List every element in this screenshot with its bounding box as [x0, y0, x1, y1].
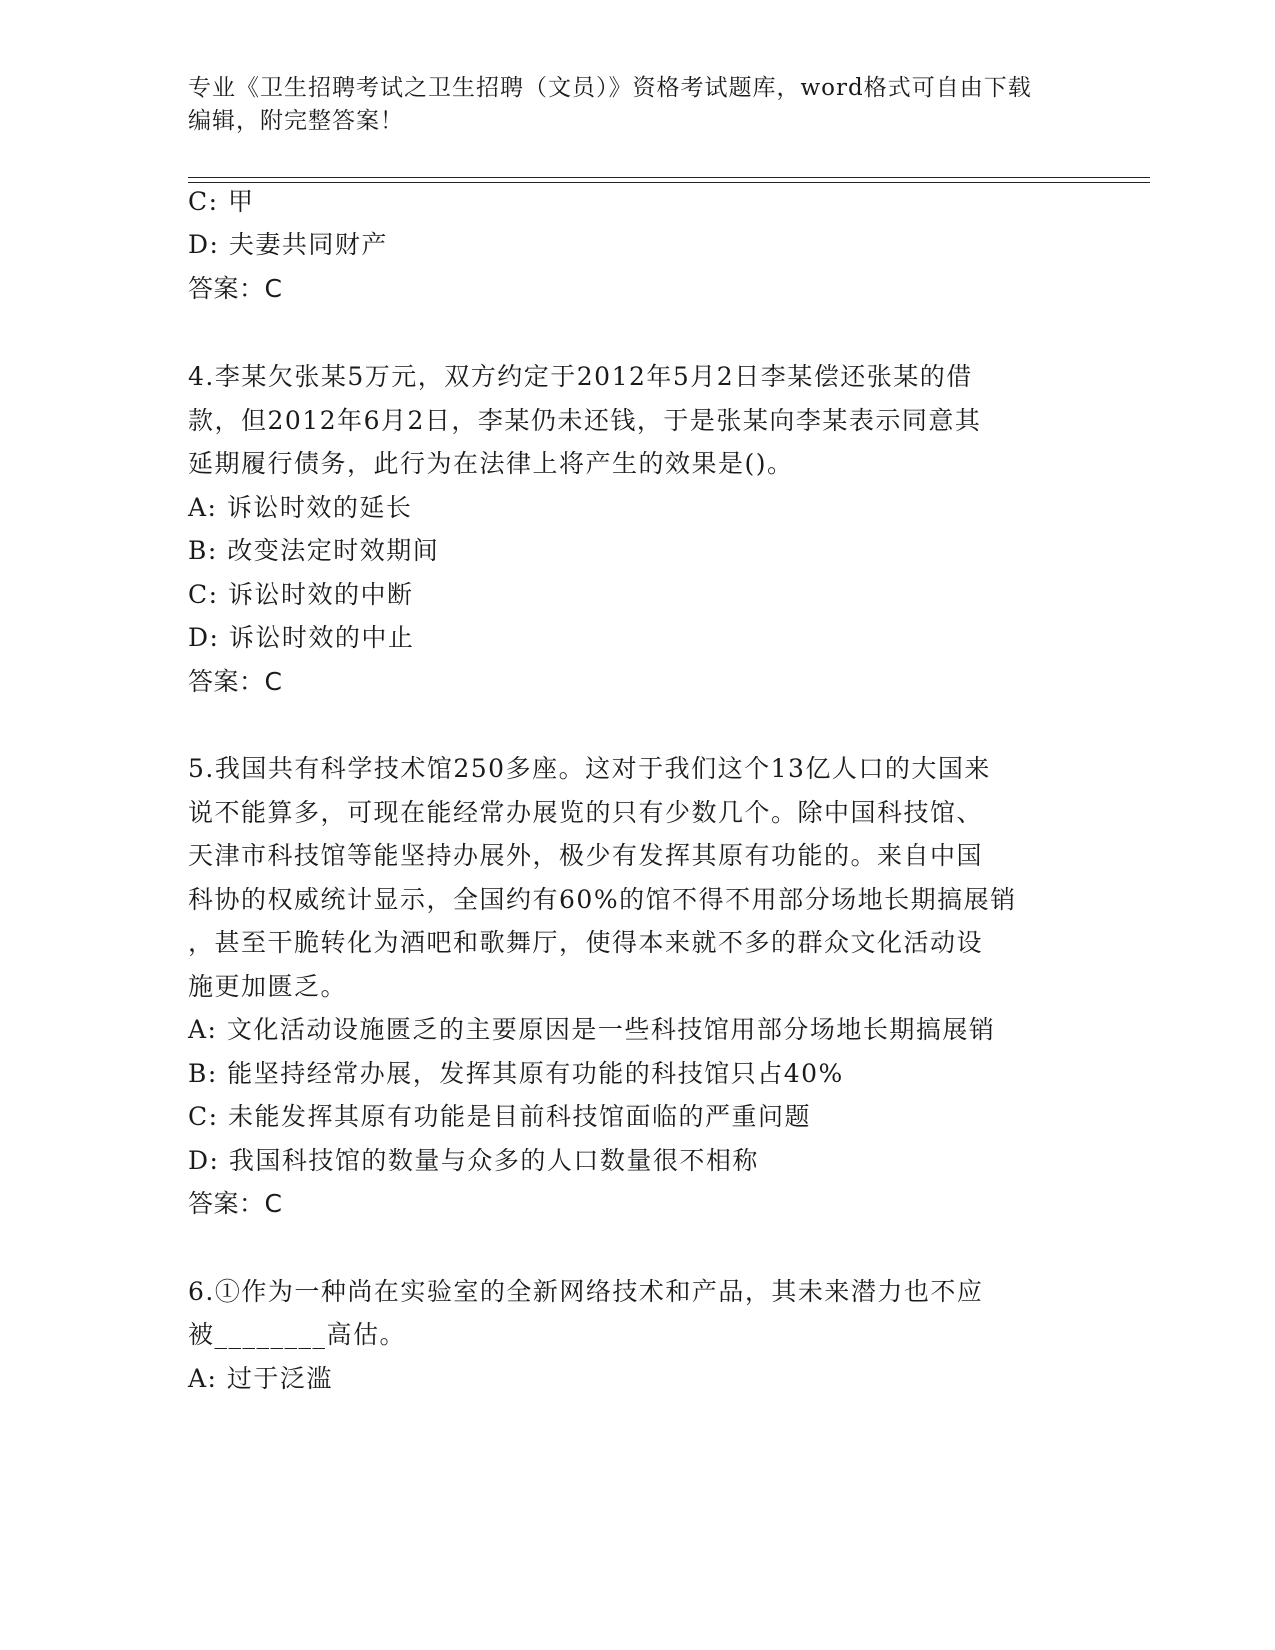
- q5-stem-line-5: ，甚至干脆转化为酒吧和歌舞厅，使得本来就不多的群众文化活动设: [188, 928, 984, 957]
- document-header: [188, 72, 1088, 138]
- header-divider-top: [188, 177, 1150, 178]
- q6-option-a: A: 过于泛滥: [188, 1364, 333, 1393]
- q5-stem-line-1: 5.我国共有科学技术馆250多座。这对于我们这个13亿人口的大国来: [188, 754, 991, 783]
- q5-stem-line-6: 施更加匮乏。: [188, 972, 348, 1001]
- q5-answer: 答案：C: [188, 1189, 283, 1218]
- q6-stem-line-2: 被________高估。: [188, 1320, 407, 1349]
- q5-stem-line-3: 天津市科技馆等能坚持办展外，极少有发挥其原有功能的。来自中国: [188, 841, 984, 870]
- q4-stem-line-3: 延期履行债务，此行为在法律上将产生的效果是()。: [188, 449, 794, 478]
- header-divider-bottom: [188, 182, 1150, 183]
- q5-option-a: A: 文化活动设施匮乏的主要原因是一些科技馆用部分场地长期搞展销: [188, 1015, 996, 1044]
- q5-option-b: B: 能坚持经常办展，发挥其原有功能的科技馆只占40%: [188, 1059, 844, 1088]
- q4-option-d: D: 诉讼时效的中止: [188, 623, 415, 652]
- q5-option-c: C: 未能发挥其原有功能是目前科技馆面临的严重问题: [188, 1102, 812, 1131]
- q3-answer: 答案：C: [188, 274, 283, 303]
- q5-stem-line-4: 科协的权威统计显示，全国约有60%的馆不得不用部分场地长期搞展销: [188, 885, 1017, 914]
- header-line-1: 专业《卫生招聘考试之卫生招聘（文员）》资格考试题库，word格式可自由下载: [188, 75, 1032, 101]
- q4-stem-line-2: 款，但2012年6月2日，李某仍未还钱，于是张某向李某表示同意其: [188, 406, 982, 435]
- q4-option-b: B: 改变法定时效期间: [188, 536, 440, 565]
- q6-stem-line-1: 6.①作为一种尚在实验室的全新网络技术和产品，其未来潜力也不应: [188, 1277, 984, 1306]
- q4-option-c: C: 诉讼时效的中断: [188, 580, 414, 609]
- q5-stem-line-2: 说不能算多，可现在能经常办展览的只有少数几个。除中国科技馆、: [188, 798, 984, 827]
- q4-answer: 答案：C: [188, 667, 283, 696]
- q4-option-a: A: 诉讼时效的延长: [188, 493, 413, 522]
- q5-option-d: D: 我国科技馆的数量与众多的人口数量很不相称: [188, 1146, 759, 1175]
- q4-stem-line-1: 4.李某欠张某5万元，双方约定于2012年5月2日李某偿还张某的借: [188, 362, 973, 391]
- q3-option-d: D: 夫妻共同财产: [188, 230, 388, 259]
- header-line-2: 编辑，附完整答案！: [188, 108, 404, 134]
- q3-option-c: C: 甲: [188, 187, 255, 216]
